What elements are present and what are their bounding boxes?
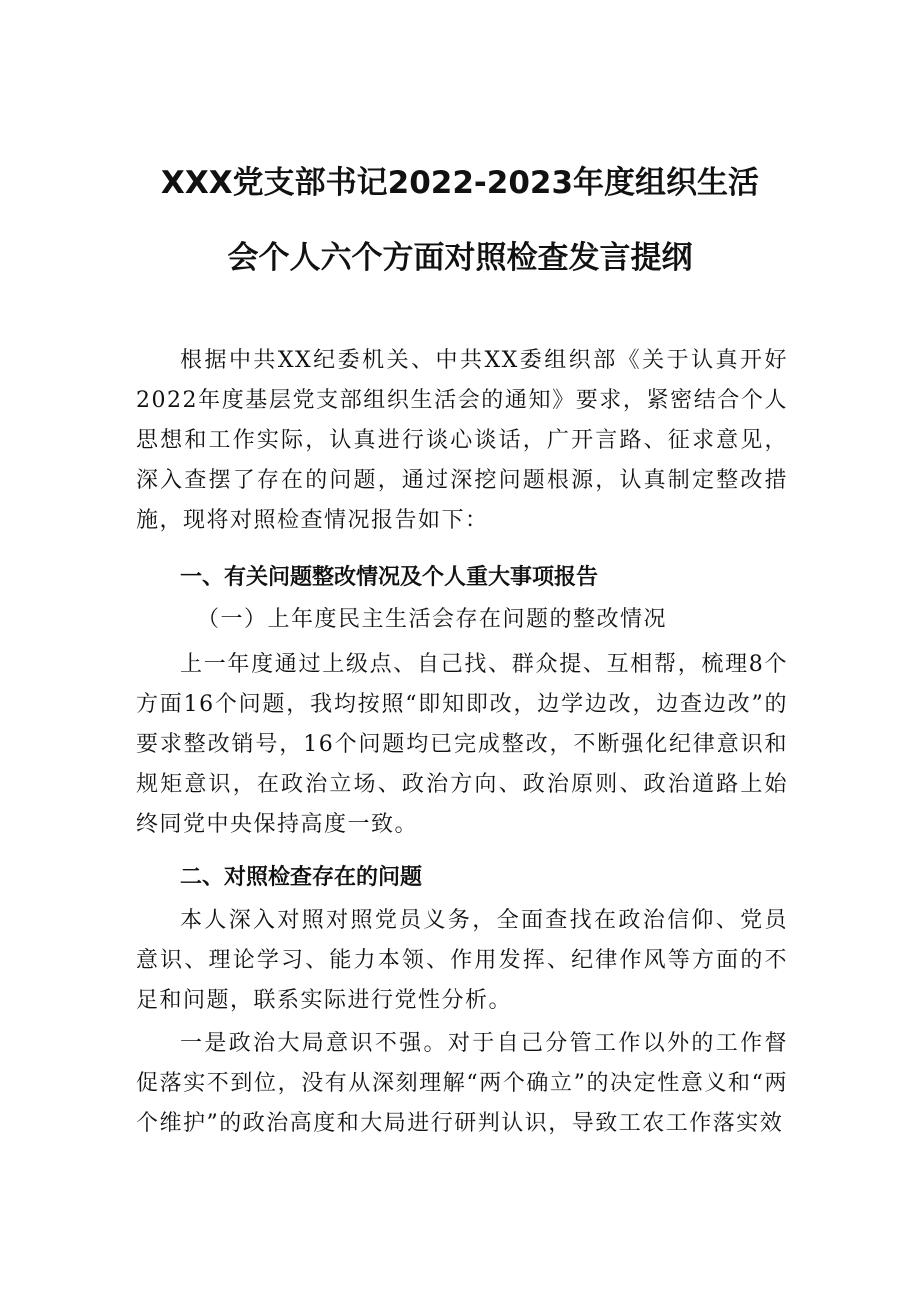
document-title-line-2: 会个人六个方面对照检查发言提纲 [227, 240, 693, 276]
section-2-intro-paragraph: 本人深入对照对照党员义务，全面查找在政治信仰、党员意识、理论学习、能力本领、作用发挥、纪律作风等方面的不足和问题，联系实际进行党性分析。 [136, 908, 788, 1013]
intro-paragraph: 根据中共XX纪委机关、中共XX委组织部《关于认真开好2022年度基层党支部组织生活会的通知》要求，紧密结合个人思想和工作实际，认真进行谈心谈话，广开言路、征求意见，深入查摆了存在的问题，通过深挖问题根源，认真制定整改措施，现将对照检查情况报告如下： [136, 348, 788, 533]
document-title-line-1: XXX党支部书记2022-2023年度组织生活 [160, 165, 760, 201]
section-1-paragraph: 上一年度通过上级点、自己找、群众提、互相帮，梳理8个方面16个问题，我均按照“即知即改，边学边改，边查边改”的要求整改销号，16个问题均已完成整改，不断强化纪律意识和规矩意识，在政治立场、政治方向、政治原则、政治道路上始终同党中央保持高度一致。 [136, 652, 788, 837]
section-1-heading: 一、有关问题整改情况及个人重大事项报告 [180, 565, 599, 590]
section-1-subheading: （一）上年度民主生活会存在问题的整改情况 [197, 607, 668, 632]
section-2-heading: 二、对照检查存在的问题 [180, 865, 423, 890]
section-2-item-1-paragraph: 一是政治大局意识不强。对于自己分管工作以外的工作督促落实不到位，没有从深刻理解“两个确立”的决定性意义和“两个维护”的政治高度和大局进行研判认识，导致工农工作落实效 [136, 1031, 788, 1136]
